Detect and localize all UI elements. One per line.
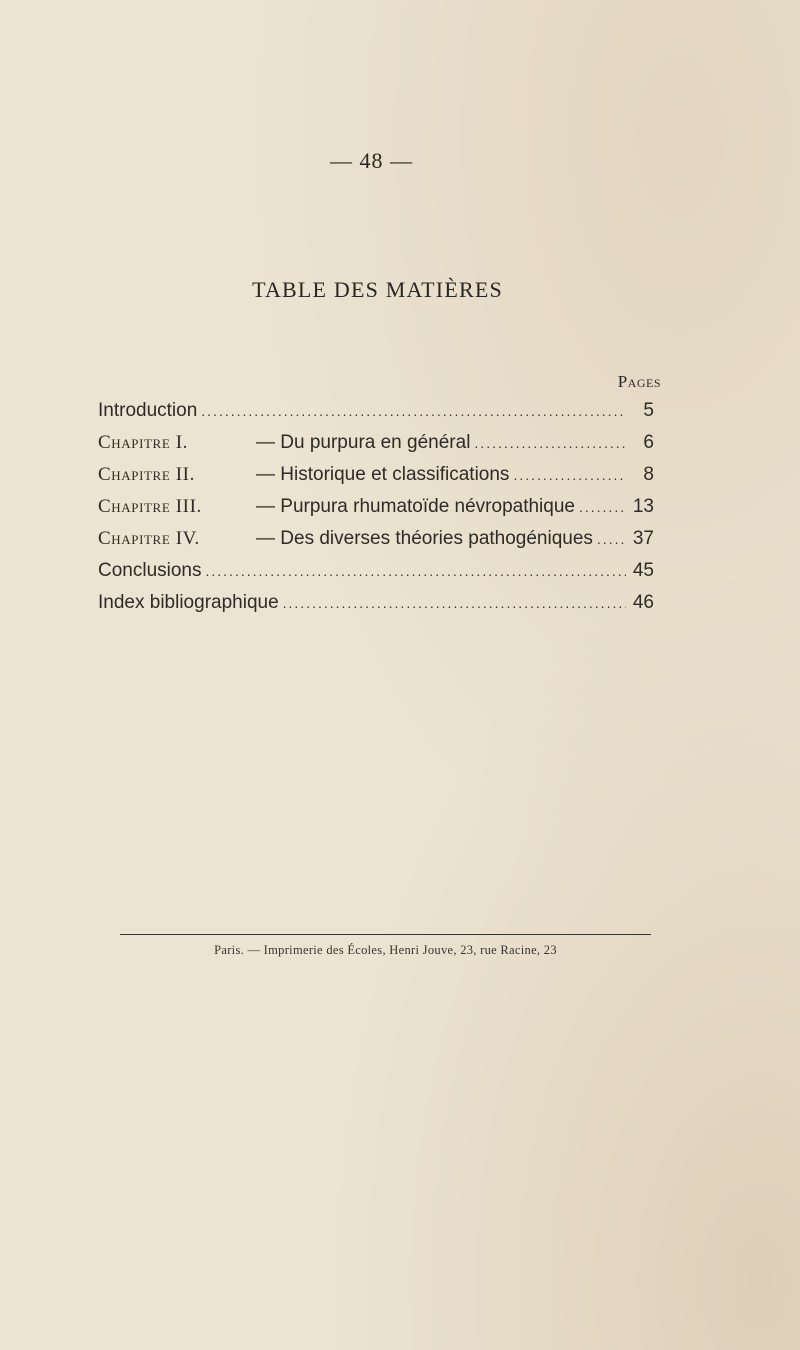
footer-rule [120, 934, 651, 935]
toc-entry-chapter-3 [98, 496, 654, 528]
dot-leader [513, 467, 626, 483]
toc-entry-page: 45 [632, 560, 654, 581]
toc-entry-chapter-2 [98, 464, 654, 496]
dot-leader [283, 595, 626, 611]
toc-entry-text: — Historique et classifications [256, 464, 510, 485]
dot-leader [597, 531, 626, 547]
printer-imprint: Paris. — Imprimerie des Écoles, Henri Jouve, 23, rue Racine, 23 [214, 943, 557, 957]
dot-leader [579, 499, 626, 515]
chapter-label: Chapitre IV. [98, 528, 200, 549]
chapter-label: Chapitre I. [98, 432, 188, 453]
dot-leader [206, 563, 627, 579]
toc-entry-chapter-1 [98, 432, 654, 464]
toc-entry-text: — Purpura rhumatoïde névropathique [256, 496, 575, 517]
dot-leader [201, 403, 626, 419]
toc-entry-page: 5 [643, 400, 654, 421]
toc-entry-text: Introduction [98, 400, 198, 421]
toc-entry-text: — Des diverses théories pathogéniques [256, 528, 593, 549]
toc-entry-page: 13 [632, 496, 654, 517]
toc-entry-text: Conclusions [98, 560, 202, 581]
toc-entry-page: 37 [632, 528, 654, 549]
pages-column-heading: Pages [617, 372, 661, 391]
toc-entry-page: 46 [632, 592, 654, 613]
table-of-contents [98, 400, 654, 624]
toc-entry-page: 8 [643, 464, 654, 485]
toc-entry-conclusions [98, 560, 654, 592]
toc-entry-text: — Du purpura en général [256, 432, 471, 453]
toc-entry-page: 6 [643, 432, 654, 453]
toc-entry-text: Index bibliographique [98, 592, 279, 613]
toc-entry-introduction [98, 400, 654, 432]
chapter-label: Chapitre II. [98, 464, 195, 485]
chapter-label: Chapitre III. [98, 496, 202, 517]
dot-leader [474, 435, 626, 451]
toc-entry-chapter-4 [98, 528, 654, 560]
page-number: — 48 — [330, 148, 413, 173]
page-title: TABLE DES MATIÈRES [252, 277, 503, 302]
toc-entry-index [98, 592, 654, 624]
